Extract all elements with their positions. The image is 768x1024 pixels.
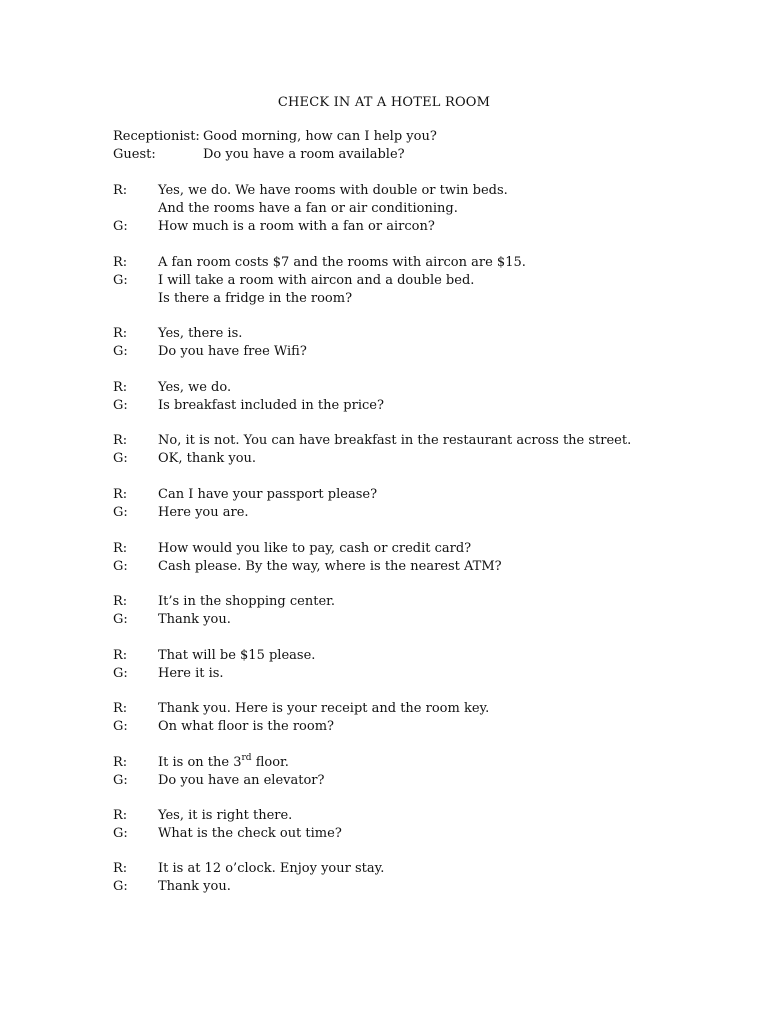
dialogue-text: A fan room costs $7 and the rooms with aircon are $15.	[158, 255, 526, 270]
dialogue-text: Yes, we do.	[158, 380, 232, 395]
speaker-label: R:	[113, 433, 128, 448]
speaker-label: R:	[113, 861, 128, 876]
dialogue-text: Do you have an elevator?	[158, 773, 325, 788]
speaker-label: G:	[113, 451, 128, 466]
dialogue-text: Thank you. Here is your receipt and the room key.	[158, 701, 490, 716]
speaker-label: G:	[113, 773, 128, 788]
speaker-label: G:	[113, 826, 128, 841]
dialogue-text-pre: It is on the 3	[158, 755, 242, 770]
speaker-label: G:	[113, 273, 128, 288]
speaker-label: Receptionist:	[113, 129, 200, 144]
dialogue-text: Yes, it is right there.	[158, 808, 293, 823]
speaker-label: R:	[113, 255, 128, 270]
ordinal-suffix: rd	[241, 752, 252, 763]
dialogue-text	[158, 754, 289, 772]
dialogue-text: Here you are.	[158, 505, 249, 520]
speaker-label: G:	[113, 666, 128, 681]
speaker-label: R:	[113, 808, 128, 823]
dialogue-text: Is breakfast included in the price?	[158, 398, 384, 413]
dialogue-text: It’s in the shopping center.	[158, 594, 336, 609]
dialogue-text: And the rooms have a fan or air conditioning.	[158, 201, 458, 216]
dialogue-text: Do you have free Wifi?	[158, 344, 307, 359]
dialogue-text: What is the check out time?	[158, 826, 342, 841]
speaker-label: R:	[113, 541, 128, 556]
dialogue-text: Thank you.	[158, 612, 231, 627]
speaker-label: R:	[113, 380, 128, 395]
speaker-label: G:	[113, 559, 128, 574]
speaker-label: G:	[113, 505, 128, 520]
speaker-label: R:	[113, 183, 128, 198]
dialogue-text: How would you like to pay, cash or credit card?	[158, 541, 472, 556]
speaker-label: G:	[113, 344, 128, 359]
dialogue-text: Here it is.	[158, 666, 224, 681]
speaker-label: R:	[113, 701, 128, 716]
speaker-label: Guest:	[113, 147, 156, 162]
speaker-label: G:	[113, 879, 128, 894]
dialogue-text: Can I have your passport please?	[158, 487, 378, 502]
speaker-label: R:	[113, 326, 128, 341]
speaker-label: R:	[113, 594, 128, 609]
dialogue-text: Thank you.	[158, 879, 231, 894]
dialogue-text: Is there a fridge in the room?	[158, 291, 353, 306]
speaker-label: G:	[113, 612, 128, 627]
dialogue-text-post: floor.	[251, 755, 289, 770]
dialogue-text: How much is a room with a fan or aircon?	[158, 219, 435, 234]
dialogue-text: I will take a room with aircon and a double bed.	[158, 273, 475, 288]
speaker-label: R:	[113, 755, 128, 770]
dialogue-text: On what floor is the room?	[158, 719, 334, 734]
dialogue-text: Cash please. By the way, where is the nearest ATM?	[158, 559, 502, 574]
dialogue-text: Yes, there is.	[158, 326, 243, 341]
dialogue-text: Do you have a room available?	[203, 147, 405, 162]
dialogue-text: No, it is not. You can have breakfast in the restaurant across the street.	[158, 433, 632, 448]
dialogue-text: That will be $15 please.	[158, 648, 316, 663]
document-title: CHECK IN AT A HOTEL ROOM	[277, 95, 491, 110]
speaker-label: G:	[113, 398, 128, 413]
speaker-label: R:	[113, 487, 128, 502]
speaker-label: G:	[113, 219, 128, 234]
dialogue-text: Good morning, how can I help you?	[203, 129, 437, 144]
speaker-label: G:	[113, 719, 128, 734]
speaker-label: R:	[113, 648, 128, 663]
dialogue-text: OK, thank you.	[158, 451, 257, 466]
dialogue-text: Yes, we do. We have rooms with double or twin beds.	[158, 183, 508, 198]
dialogue-text: It is at 12 o’clock. Enjoy your stay.	[158, 861, 385, 876]
